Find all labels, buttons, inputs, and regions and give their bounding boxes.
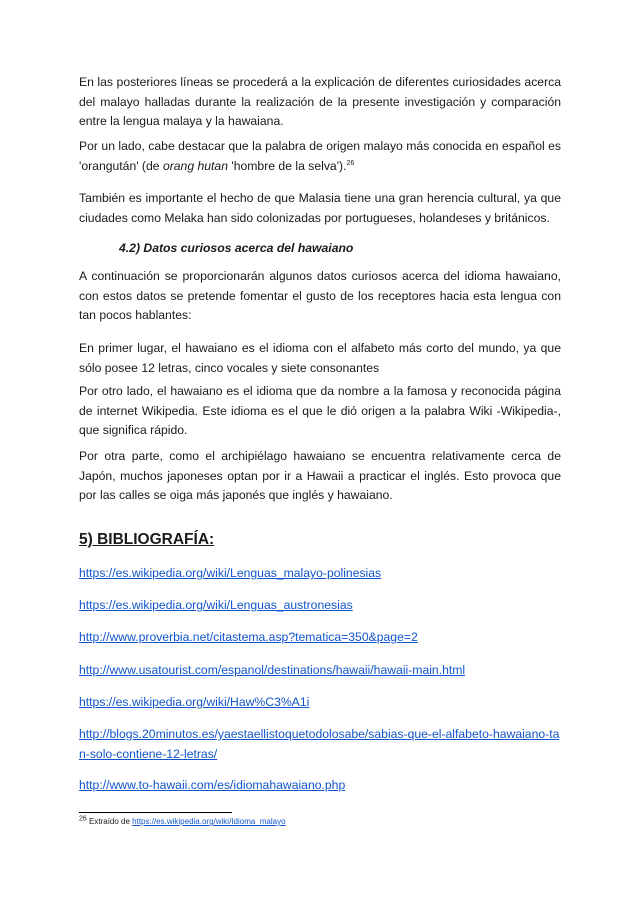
footnote-text: Extraído de (86, 817, 133, 826)
paragraph-hawaiian-wikipedia: Por otro lado, el hawaiano es el idioma que da nombre a la famosa y reconocida página de internet Wikipedia. Este idioma es el que le dió origen a la palabra Wiki -Wikipedia-, que significa rápido. (79, 384, 561, 437)
paragraph-orangutan-text-a: Por un lado, cabe destacar que la palabra de origen malayo más conocida en español es 'orangután' (de (79, 139, 561, 173)
footnote-reference[interactable]: 26 (346, 159, 355, 167)
paragraph-hawaiian-alphabet: En primer lugar, el hawaiano es el idioma con el alfabeto más corto del mundo, ya que sólo posee 12 letras, cinco vocales y siete consonantes (79, 341, 561, 375)
bibliography-link[interactable]: https://es.wikipedia.org/wiki/Lenguas_malayo-polinesias (79, 566, 382, 580)
bibliography-link[interactable]: https://es.wikipedia.org/wiki/Haw%C3%A1i (79, 695, 310, 709)
paragraph-japanese-tourists: Por otra parte, como el archipiélago hawaiano se encuentra relativamente cerca de Japón, muchos japoneses optan por ir a Hawaii a practicar el inglés. Esto provoca que por las calles se oiga más japonés que inglés y hawaiano. (79, 449, 561, 502)
paragraph-hawaiian-intro: A continuación se proporcionarán algunos datos curiosos acerca del idioma hawaiano, con estos datos se pretende fomentar el gusto de los receptores hacia esta lengua con tan pocos hablantes: (79, 269, 561, 322)
footnote-divider (79, 812, 232, 813)
paragraph-orangutan (79, 137, 561, 176)
paragraph-orangutan-italic: orang hutan (162, 158, 228, 173)
bibliography-link[interactable]: http://www.to-hawaii.com/es/idiomahawaiano.php (79, 778, 346, 792)
bibliography-link[interactable]: https://es.wikipedia.org/wiki/Lenguas_austronesias (79, 598, 353, 612)
bibliography-heading: 5) BIBLIOGRAFÍA: (79, 531, 215, 548)
footnote-number: 26 (79, 815, 87, 823)
bibliography-link[interactable]: http://www.usatourist.com/espanol/destinations/hawaii/hawaii-main.html (79, 663, 466, 677)
footnote (79, 817, 286, 827)
bibliography-link[interactable]: http://www.proverbia.net/citastema.asp?tematica=350&page=2 (79, 630, 418, 644)
paragraph-malaysia-heritage: También es importante el hecho de que Malasia tiene una gran herencia cultural, ya que ciudades como Melaka han sido colonizadas por portugueses, holandeses y británicos. (79, 191, 561, 225)
paragraph-orangutan-text-b: 'hombre de la selva'). (228, 158, 347, 173)
subheading-hawaiian-facts: 4.2) Datos curiosos acerca del hawaiano (119, 241, 354, 255)
paragraph-malay-curiosities-intro: En las posteriores líneas se procederá a la explicación de diferentes curiosidades acerca del malayo halladas durante la realización de la presente investigación y comparación entre la lengua malaya y la hawaiana. (79, 75, 561, 128)
footnote-link[interactable]: https://es.wikipedia.org/wiki/Idioma_malayo (132, 817, 286, 826)
bibliography-link[interactable]: http://blogs.20minutos.es/yaestaellistoquetodolosabe/sabias-que-el-alfabeto-hawaiano-tan-solo-contiene-12-letras/ (79, 727, 560, 761)
